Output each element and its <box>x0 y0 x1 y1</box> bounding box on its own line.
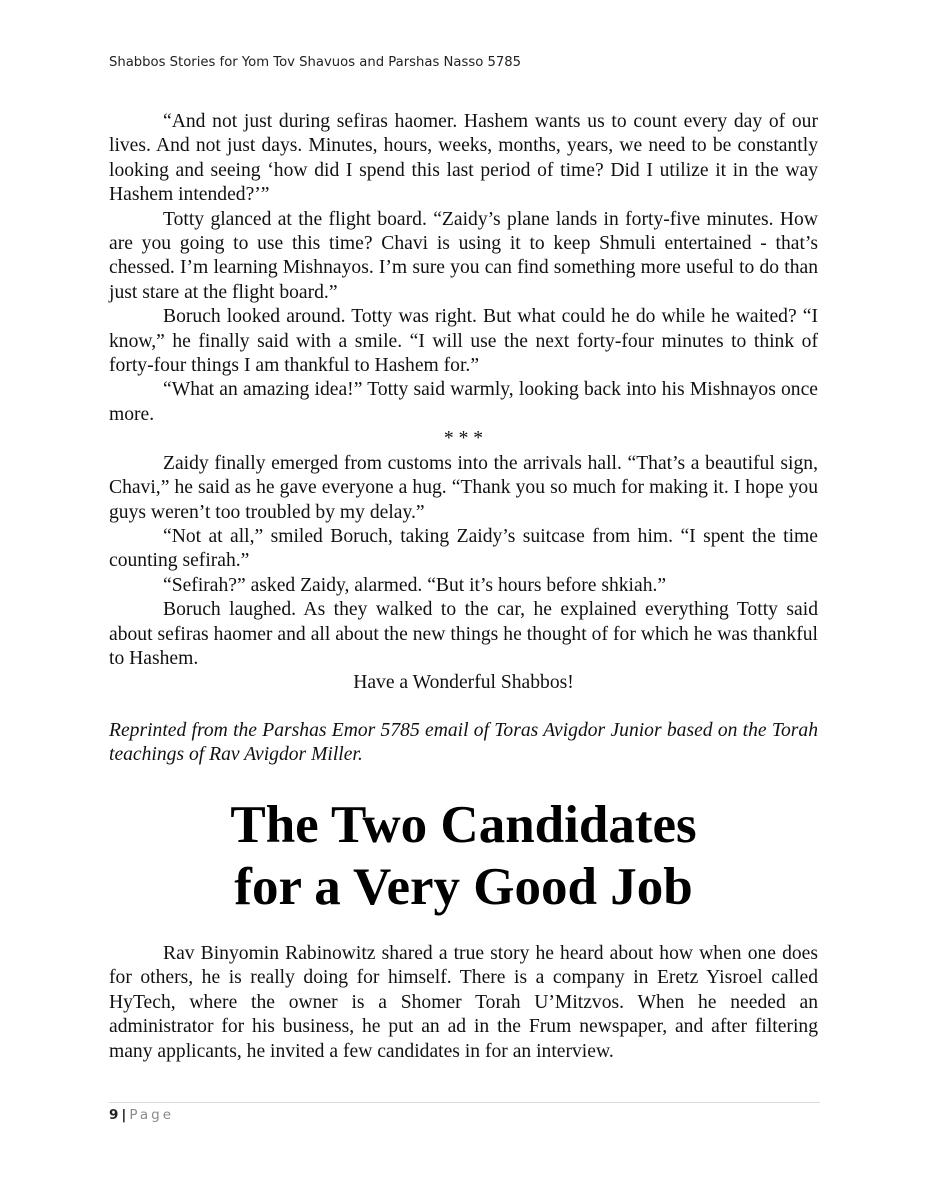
story-title <box>109 794 818 918</box>
story-paragraph: Totty glanced at the flight board. “Zaidy’s plane lands in forty-five minutes. How are you going to use this time? Chavi is using it to keep Shmuli entertained - that’s chessed. I’m learning Mishnayos. I’m sure you can find something more useful to do than just stare at the flight board.” <box>109 208 818 303</box>
section-separator: * * * <box>443 428 484 450</box>
story-paragraph: Boruch laughed. As they walked to the car, he explained everything Totty said about sefiras haomer and all about the new things he thought of for which he was thankful to Hashem. <box>109 599 818 669</box>
story-paragraph: Zaidy finally emerged from customs into the arrivals hall. “That’s a beautiful sign, Chavi,” he said as he gave everyone a hug. “Thank you so much for making it. I hope you guys weren’t too troubled by my delay.” <box>109 452 818 523</box>
page-number: 9 <box>109 1107 119 1123</box>
page-footer <box>109 1107 174 1123</box>
new-story <box>109 942 818 1064</box>
story-paragraph: Rav Binyomin Rabinowitz shared a true story he heard about how when one does for others, he is really doing for himself. There is a company in Eretz Yisroel called HyTech, where the owner is a Shomer Torah U’Mitzvos. When he needed an administrator for his business, he put an ad in the Frum newspaper, and after filtering many applicants, he invited a few candidates in for an interview. <box>109 943 818 1062</box>
reprint-credit: Reprinted from the Parshas Emor 5785 email of Toras Avigdor Junior based on the Torah teachings of Rav Avigdor Miller. <box>109 720 818 766</box>
footer-separator: | <box>121 1107 127 1123</box>
story-title-line-2: for a Very Good Job <box>234 858 693 916</box>
continued-story <box>109 110 818 696</box>
closing-line: Have a Wonderful Shabbos! <box>353 672 574 694</box>
running-header: Shabbos Stories for Yom Tov Shavuos and Parshas Nasso 5785 <box>109 55 522 70</box>
story-title-line-1: The Two Candidates <box>230 796 697 854</box>
story-paragraph: Boruch looked around. Totty was right. But what could he do while he waited? “I know,” he finally said with a smile. “I will use the next forty-four minutes to think of forty-four things I am thankful to Hashem for.” <box>109 306 818 377</box>
story-paragraph: “Sefirah?” asked Zaidy, alarmed. “But it’s hours before shkiah.” <box>163 574 667 596</box>
footer-divider <box>109 1102 820 1103</box>
page-label: Page <box>129 1107 175 1123</box>
story-paragraph: “Not at all,” smiled Boruch, taking Zaidy’s suitcase from him. “I spent the time counting sefirah.” <box>109 525 818 572</box>
story-paragraph: “What an amazing idea!” Totty said warmly, looking back into his Mishnayos once more. <box>109 379 818 425</box>
story-paragraph: “And not just during sefiras haomer. Hashem wants us to count every day of our lives. And not just days. Minutes, hours, weeks, months, years, we need to be constantly looking and seeing ‘how did I spend this last period of time? Did I utilize it in the way Hashem intended?’” <box>109 111 818 206</box>
